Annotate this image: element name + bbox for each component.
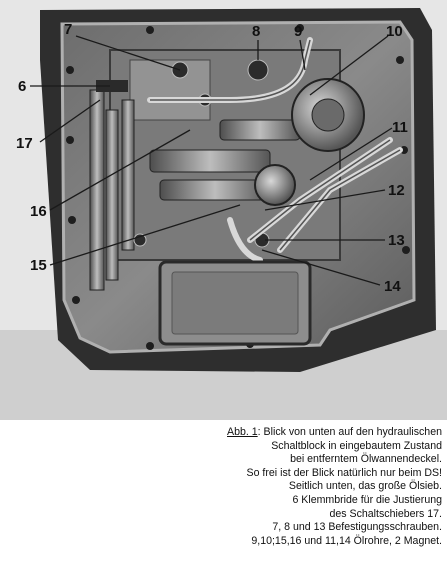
callout-6: 6 xyxy=(18,78,27,95)
caption-line-5: Seitlich unten, das große Ölsieb. xyxy=(288,480,442,493)
caption-line-3: bei entferntem Ölwannendeckel. xyxy=(290,453,442,466)
callout-8: 8 xyxy=(252,23,261,40)
caption-label: Abb. 1 xyxy=(227,426,258,438)
callout-17: 17 xyxy=(16,135,33,152)
callout-14: 14 xyxy=(384,278,401,295)
caption-line-6: 6 Klemmbride für die Justierung xyxy=(292,493,442,506)
caption-line-2: Schaltblock in eingebautem Zustand xyxy=(271,439,442,452)
callout-11: 11 xyxy=(392,119,408,136)
callout-16: 16 xyxy=(30,203,47,220)
callout-13: 13 xyxy=(388,232,405,249)
caption-line-7: des Schaltschiebers 17. xyxy=(329,507,442,520)
callout-9: 9 xyxy=(294,23,303,40)
callout-10: 10 xyxy=(386,23,403,40)
figure-caption xyxy=(150,426,442,548)
caption-line-4: So frei ist der Blick natürlich nur beim DS! xyxy=(246,466,442,479)
callout-7: 7 xyxy=(64,21,73,38)
caption-line-9: 9,10;15,16 und 11,14 Ölrohre, 2 Magnet. xyxy=(251,534,442,547)
caption-line-1 xyxy=(150,426,442,440)
caption-line-8: 7, 8 und 13 Befestigungsschrauben. xyxy=(272,521,442,534)
caption-text-1: : Blick von unten auf den hydraulischen xyxy=(257,426,442,438)
callout-12: 12 xyxy=(388,182,405,199)
callout-15: 15 xyxy=(30,257,47,274)
